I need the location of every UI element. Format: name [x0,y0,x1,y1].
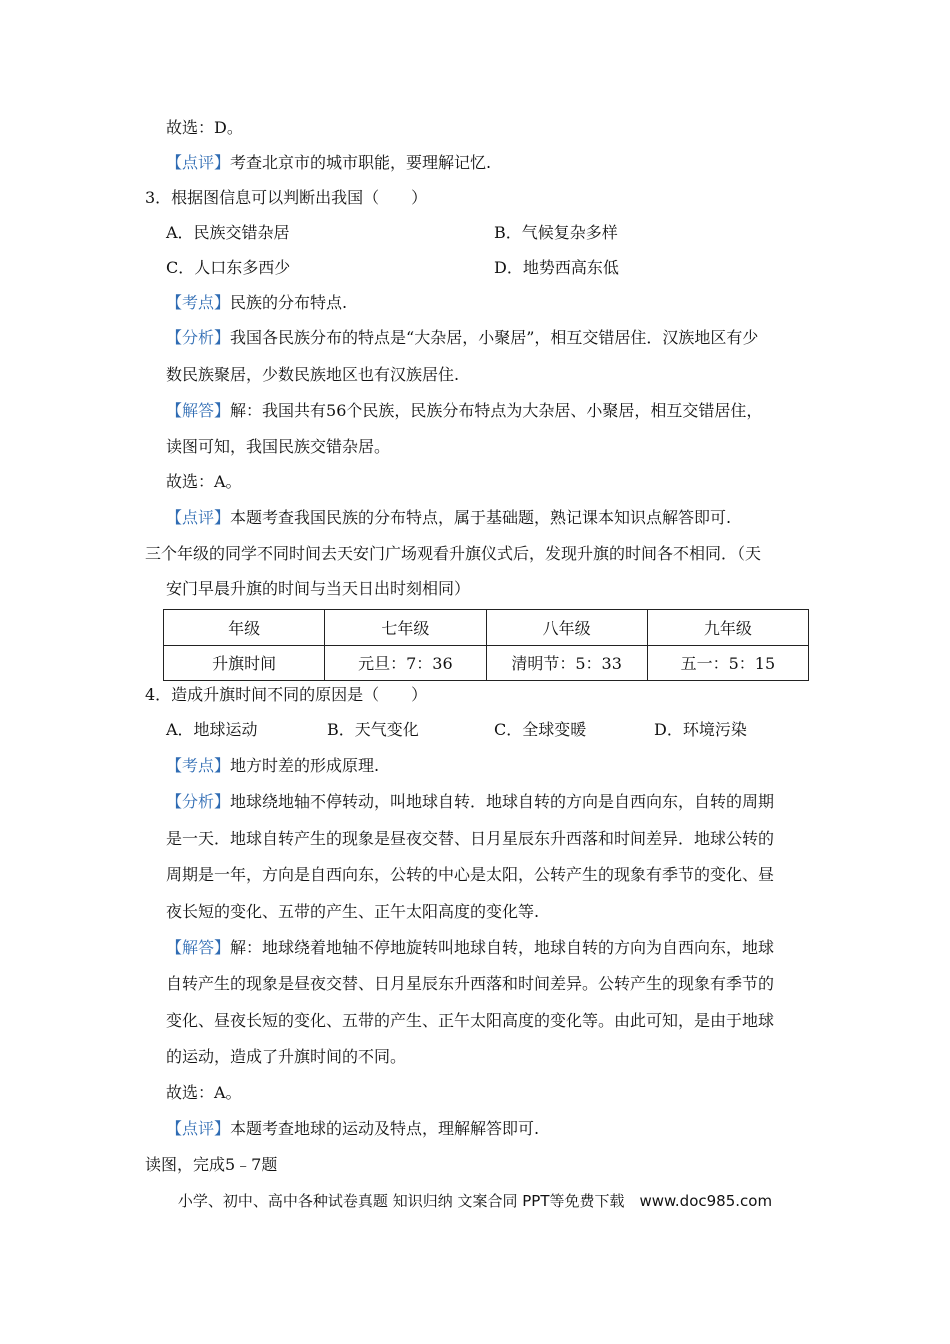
q4-stem: 4．造成升旗时间不同的原因是（ ） [145,685,428,704]
intro-line-2: 安门早晨升旗的时间与当天日出时刻相同） [166,579,471,598]
table-cell: 清明节：5：33 [486,645,647,681]
q4-solution-cont-3: 的运动，造成了升旗时间的不同。 [166,1047,407,1066]
q2-review [166,152,491,174]
table-header-cell: 七年级 [325,610,486,646]
q4-solution-cont-2: 变化、昼夜长短的变化、五带的产生、正午太阳高度的变化等。由此可知，是由于地球 [166,1011,775,1030]
q4-option-a: A．地球运动 [166,720,258,739]
review-tag: 【点评】 [166,153,231,172]
q3-solution-cont: 读图可知，我国民族交错杂居。 [166,437,391,456]
solution-tag: 【解答】 [166,938,231,957]
point-tag: 【考点】 [166,293,231,312]
q4-analysis-cont-1: 是一天．地球自转产生的现象是昼夜交替、日月星辰东升西落和时间差异．地球公转的 [166,829,775,848]
analysis-text: 我国各民族分布的特点是“大杂居，小聚居”，相互交错居住．汉族地区有少 [230,328,759,347]
q3-answer: 故选：A。 [166,472,242,491]
q4-analysis-cont-2: 周期是一年，方向是自西向东，公转的中心是太阳，公转产生的现象有季节的变化、昼 [166,865,775,884]
solution-text: 解：我国共有56个民族，民族分布特点为大杂居、小聚居，相互交错居住， [230,401,763,420]
q4-analysis-cont-3: 夜长短的变化、五带的产生、正午太阳高度的变化等. [166,902,540,921]
q4-analysis [166,791,774,813]
q3-analysis-cont: 数民族聚居，少数民族地区也有汉族居住. [166,365,460,384]
q4-option-b: B．天气变化 [327,720,419,739]
q3-stem: 3．根据图信息可以判断出我国（ ） [145,188,428,207]
table-row [164,645,809,681]
q4-option-c: C．全球变暖 [494,720,587,739]
flag-raising-table [163,609,809,681]
q3-analysis [166,327,758,349]
q4-option-d: D．环境污染 [654,720,747,739]
q4-solution-cont-1: 自转产生的现象是昼夜交替、日月星辰东升西落和时间差异。公转产生的现象有季节的 [166,974,775,993]
review-tag: 【点评】 [166,1119,231,1138]
review-tag: 【点评】 [166,508,231,527]
q3-option-a: A．民族交错杂居 [166,223,290,242]
next-questions-intro: 读图，完成5﹣7题 [145,1155,278,1174]
q3-point [166,292,347,314]
analysis-tag: 【分析】 [166,328,231,347]
q3-option-d: D．地势西高东低 [494,258,619,277]
solution-tag: 【解答】 [166,401,231,420]
q4-solution [166,937,774,959]
review-text: 考查北京市的城市职能，要理解记忆. [230,153,492,172]
review-text: 本题考查我国民族的分布特点，属于基础题，熟记课本知识点解答即可. [230,508,732,527]
table-header-cell: 年级 [164,610,325,646]
q4-point [166,755,379,777]
analysis-tag: 【分析】 [166,792,231,811]
solution-text: 解：地球绕着地轴不停地旋转叫地球自转，地球自转的方向为自西向东，地球 [230,938,775,957]
q3-option-b: B．气候复杂多样 [494,223,618,242]
point-tag: 【考点】 [166,756,231,775]
intro-line-1: 三个年级的同学不同时间去天安门广场观看升旗仪式后，发现升旗的时间各不相同．（天 [145,544,762,563]
page-footer: 小学、初中、高中各种试卷真题 知识归纳 文案合同 PPT等免费下载 www.doc985.com [177,1192,773,1210]
table-header-cell: 八年级 [486,610,647,646]
q2-answer: 故选：D。 [166,118,243,137]
analysis-text: 地球绕地轴不停转动，叫地球自转．地球自转的方向是自西向东，自转的周期 [230,792,775,811]
q3-solution [166,400,762,422]
q4-answer: 故选：A。 [166,1083,242,1102]
q3-option-c: C．人口东多西少 [166,258,291,277]
q3-review [166,507,731,529]
table-cell: 元旦：7：36 [325,645,486,681]
point-text: 地方时差的形成原理. [230,756,380,775]
table-cell: 升旗时间 [164,645,325,681]
point-text: 民族的分布特点. [230,293,348,312]
review-text: 本题考查地球的运动及特点，理解解答即可. [230,1119,540,1138]
q4-review [166,1118,539,1140]
table-header-cell: 九年级 [647,610,808,646]
table-header-row [164,610,809,646]
table-cell: 五一：5：15 [647,645,808,681]
